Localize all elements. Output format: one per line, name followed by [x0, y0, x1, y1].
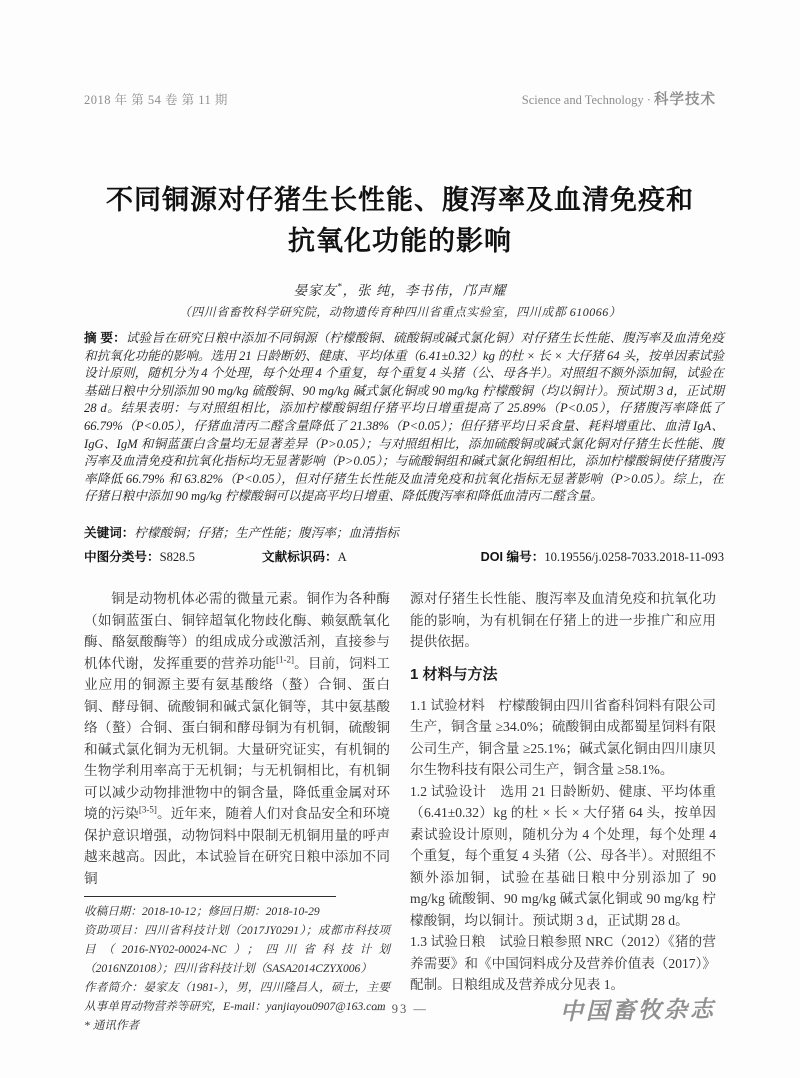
header-right: [522, 88, 716, 109]
intro-paragraph-continuation: 源对仔猪生长性能、腹泻率及血清免疫和抗氧化功能的影响，为有机铜在仔猪上的进一步推广和应用提供依据。: [410, 591, 716, 649]
doi: DOI 编号：10.19556/j.0258-7033.2018-11-093: [480, 550, 724, 564]
clc-number: 中图分类号：S828.5: [84, 550, 195, 564]
keywords-text: 柠檬酸铜；仔猪；生产性能；腹泻率；血清指标: [134, 526, 399, 540]
section-1-1-paragraph: 1.1 试验材料 柠檬酸铜由四川省畜科饲料有限公司生产，铜含量 ≥34.0%；硫酸铜由成都蜀星饲料有限公司生产，铜含量 ≥25.1%；碱式氯化铜由四川康贝尔生物科技有限公司生产，铜含量 ≥58.1%。: [410, 697, 716, 777]
abstract-label: 摘 要：: [84, 331, 126, 345]
issue-info: 2018 年 第 54 卷 第 11 期: [84, 93, 228, 107]
author-rest: ，张 纯，李书伟，邝声耀: [342, 283, 507, 298]
article-title: [0, 180, 800, 262]
document-code: 文献标识码：A: [262, 550, 347, 564]
section-1-2-paragraph: 1.2 试验设计 选用 21 日龄断奶、健康、平均体重（6.41±0.32）kg 的杜 × 长 × 大仔猪 64 头，按单因素试验设计原则，随机分为 4 个处理，每个处理 4 个重复，每个重复 4 头猪（公、母各半）。对照组不额外添加铜，试验在基础日粮中分别添加了 90 mg/kg 硫酸铜、90 mg/kg 碱式氯化铜或 90 mg/kg 柠檬酸铜，均以铜计。预试期 3 d，正试期 28 d。: [410, 783, 716, 928]
header-separator: ·: [643, 93, 654, 107]
citation-ref-1-2: [1-2]: [276, 653, 294, 664]
footnote-received-date: 收稿日期：2018-10-12；修回日期：2018-10-29: [84, 905, 320, 918]
article-title-line1: 不同铜源对仔猪生长性能、腹泻率及血清免疫和: [106, 185, 694, 215]
footnote-separator: [84, 896, 336, 897]
author-first: 晏家友: [293, 283, 338, 298]
page-number: — 93 —: [372, 1002, 428, 1016]
abstract: [84, 330, 724, 506]
page-header: [84, 88, 716, 109]
intro-paragraph: 铜是动物机体必需的微量元素。铜作为各种酶（如铜蓝蛋白、铜锌超氧化物歧化酶、赖氨酰氧化酶、酪氨酸酶等）的组成成分或激活剂，直接参与机体代谢，发挥重要的营养功能[1-2]。目前，饲料工业应用的铜源主要有氨基酸络（螯）合铜、蛋白铜、酵母铜、硫酸铜和碱式氯化铜等，其中氨基酸络（螯）合铜、蛋白铜和酵母铜为有机铜，硫酸铜和碱式氯化铜为无机铜。大量研究证实，有机铜的生物学利用率高于无机铜；与无机铜相比，有机铜可以减少动物排泄物中的铜含量，降低重金属对环境的污染[3-5]。近年来，随着人们对食品安全和环境保护意识增强，动物饲料中限制无机铜用量的呼声越来越高。因此，本试验旨在研究日粮中添加不同铜: [84, 591, 391, 886]
meta-line: [84, 546, 724, 565]
citation-ref-3-5: [3-5]: [138, 804, 157, 815]
section-1-3-paragraph: 1.3 试验日粮 试验日粮参照 NRC（2012）《猪的营养需要》和《中国饲料成分及营养价值表（2017）》配制。日粮组成及营养成分见表 1。: [410, 934, 716, 992]
footnote-author-bio: 作者简介：晏家友（1981-），男，四川隆昌人，硕士，主要从事单胃动物营养等研究，E-mail：yanjiayou0907@163.com: [84, 981, 390, 1013]
article-title-line2: 抗氧化功能的影响: [288, 226, 512, 256]
footnote-funding: 资助项目：四川省科技计划（2017JY0291）；成都市科技项目（2016-NY02-00024-NC）；四川省科技计划（2016NZ0108）；四川省科技计划（SASA2014CZYX006）: [84, 924, 390, 975]
author-line: [0, 279, 800, 299]
section-1-heading: 1 材料与方法: [410, 665, 498, 683]
journal-section-cn: 科学技术: [654, 92, 716, 108]
abstract-text: 试验旨在研究日粮中添加不同铜源（柠檬酸铜、硫酸铜或碱式氯化铜）对仔猪生长性能、腹泻率及血清免疫和抗氧化功能的影响。选用 21 日龄断奶、健康、平均体重（6.41±0.32）kg 的杜 × 长 × 大仔猪 64 头，按单因素试验设计原则，随机分为 4 个处理，每个处理 4 个重复，每个重复 4 头猪（公、母各半）。对照组不额外添加铜，试验在基础日粮中分别添加 90 mg/kg 硫酸铜、90 mg/kg 碱式氯化铜或 90 mg/kg 柠檬酸铜（均以铜计）。预试期 3 d，正试期 28 d。结果表明：与对照组相比，添加柠檬酸铜组仔猪平均日增重提高了 25.89%（P<0.05），仔猪腹泻率降低了 66.79%（P<0.05），仔猪血清丙二醛含量降低了 21.38%（P<0.05）；但仔猪平均日采食量、耗料增重比、血清 IgA、IgG、IgM 和铜蓝蛋白含量均无显著差异（P>0.05）；与对照组相比，添加硫酸铜或碱式氯化铜对仔猪生长性能、腹泻率及血清免疫和抗氧化指标均无显著影响（P>0.05）；与硫酸铜组和碱式氯化铜组相比，添加柠檬酸铜使仔猪腹泻率降低 66.79% 和 63.82%（P<0.05），但对仔猪生长性能及血清免疫和抗氧化指标无显著影响（P>0.05）。综上，在仔猪日粮中添加 90 mg/kg 柠檬酸铜可以提高平均日增重、降低腹泻率和降低血清丙二醛含量。: [84, 331, 725, 504]
keywords-line: [84, 522, 724, 541]
corresponding-author-marker: *: [337, 281, 343, 292]
journal-section-en: Science and Technology: [521, 93, 644, 107]
left-column: [84, 588, 390, 1035]
journal-logo: 中国畜牧杂志: [559, 996, 717, 1025]
body-columns: [84, 588, 716, 1035]
right-column: [410, 588, 716, 1035]
footnote-corresponding-author: * 通讯作者: [84, 1019, 140, 1032]
keywords-label: 关键词：: [84, 526, 135, 540]
affiliation: （四川省畜牧科学研究院，动物遗传育种四川省重点实验室，四川成都 610066）: [178, 305, 622, 319]
